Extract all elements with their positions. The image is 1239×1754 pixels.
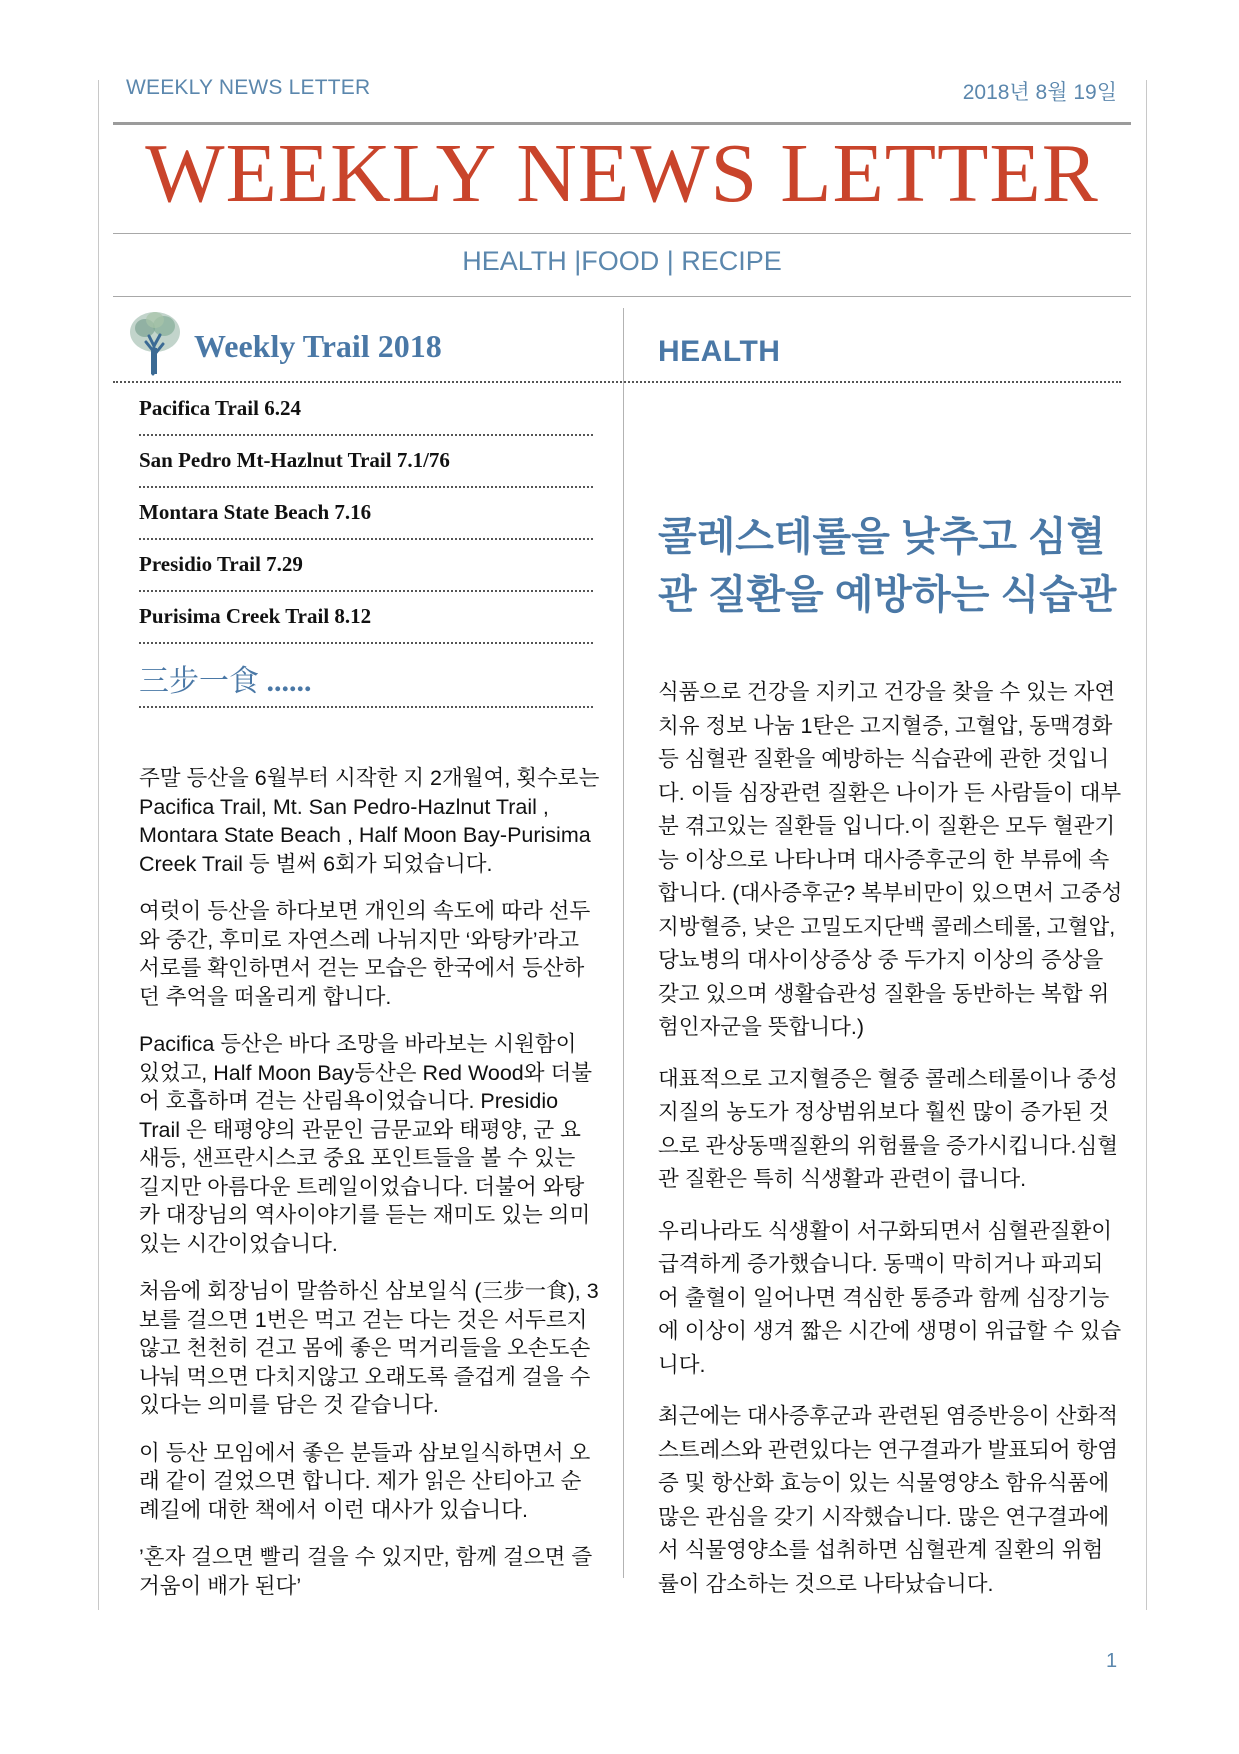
article-paragraph: 최근에는 대사증후군과 관련된 염증반응이 산화적 스트레스와 관련있다는 연구결과가 발표되어 항염증 및 항산화 효능이 있는 식물영양소 함유식품에 많은 관심을 갖기 시작했습니다. 많은 연구결과에서 식물영양소를 섭취하면 심혈관계 질환의 위험률이 감소하는 것으로 나타났습니다. bbox=[658, 1404, 1119, 1596]
motto-line bbox=[139, 644, 593, 708]
column-divider bbox=[623, 308, 624, 1578]
trail-item: Montara State Beach 7.16 bbox=[139, 488, 593, 540]
health-article-body bbox=[658, 676, 1123, 1601]
tree-icon bbox=[127, 308, 183, 376]
trail-item: Presidio Trail 7.29 bbox=[139, 540, 593, 592]
health-section-title: HEALTH bbox=[658, 335, 781, 368]
trail-list bbox=[139, 384, 593, 708]
article-paragraph: 식품으로 건강을 지키고 건강을 찾을 수 있는 자연 치유 정보 나눔 1탄은 고지혈증, 고혈압, 동맥경화 등 심혈관 질환을 예방하는 식습관에 관한 것입니다. 이들 심장관련 질환은 나이가 든 사람들이 대부분 겪고있는 질환들 입니다.이 질환은 모두 혈관기능 이상으로 나타나며 대사증후군의 한 부류에 속합니다. (대사증후군? 복부비만이 있으면서 고중성지방혈증, 낮은 고밀도지단백 콜레스테롤, 고혈압, 당뇨병의 대사이상증상 중 두가지 이상의 증상을 갖고 있으며 생활습관성 질환을 동반하는 복합 위험인자군을 뜻합니다.) bbox=[658, 680, 1123, 1039]
right-border-line bbox=[1146, 80, 1147, 1610]
masthead-bottom-rule bbox=[113, 233, 1131, 234]
issue-date: 2018년 8월 19일 bbox=[962, 81, 1117, 104]
weekly-trail-title: Weekly Trail 2018 bbox=[194, 328, 442, 364]
article-paragraph: 주말 등산을 6월부터 시작한 지 2개월여, 횟수로는 Pacifica Trail, Mt. San Pedro-Hazlnut Trail , Montara State Beach , Half Moon Bay-Purisima Creek Trail 등 벌써 6회가 되었습니다. bbox=[139, 766, 600, 876]
article-paragraph: 처음에 회장님이 말씀하신 삼보일식 (三步一食), 3보를 걸으면 1번은 먹고 걷는 다는 것은 서두르지않고 천천히 걷고 몸에 좋은 먹거리들을 오손도손 나눠 먹으면 다치지않고 오래도록 즐겁게 걸을 수 있다는 의미를 담은 것 같습니다. bbox=[139, 1279, 599, 1417]
article-paragraph: Pacifica 등산은 바다 조망을 바라보는 시원함이 있었고, Half Moon Bay등산은 Red Wood와 더불어 호흡하며 걷는 산림욕이었습니다. Presidio Trail 은 태평양의 관문인 금문교와 태평양, 군 요새등, 샌프란시스코 중요 포인트들을 볼 수 있는 길지만 아름다운 트레일이었습니다. 더불어 와탕카 대장님의 역사이야기를 듣는 재미도 있는 의미 있는 시간이었습니다. bbox=[139, 1032, 593, 1256]
page-number: 1 bbox=[1106, 1650, 1118, 1672]
section-dotted-rule bbox=[113, 381, 1121, 383]
left-border-line bbox=[98, 80, 99, 1610]
sections-nav: HEALTH |FOOD | RECIPE bbox=[462, 246, 782, 276]
health-headline: 콜레스테롤을 낮추고 심혈관 질환을 예방하는 식습관 bbox=[658, 515, 1117, 617]
masthead-title: WEEKLY NEWS LETTER bbox=[145, 127, 1099, 220]
article-paragraph: 여럿이 등산을 하다보면 개인의 속도에 따라 선두와 중간, 후미로 자연스레 나뉘지만 ‘와탕카’라고 서로를 확인하면서 걷는 모습은 한국에서 등산하던 추억을 떠올리게 합니다. bbox=[139, 899, 591, 1009]
trail-item: Pacifica Trail 6.24 bbox=[139, 384, 593, 436]
motto-text: 三步一食 bbox=[139, 665, 259, 698]
article-paragraph: 이 등산 모임에서 좋은 분들과 삼보일식하면서 오래 같이 걸었으면 합니다. 제가 읽은 산티아고 순례길에 대한 책에서 이런 대사가 있습니다. bbox=[139, 1440, 591, 1522]
article-quote: ’혼자 걸으면 빨리 걸을 수 있지만, 함께 걸으면 즐거움이 배가 된다’ bbox=[139, 1545, 593, 1598]
nav-bottom-rule bbox=[113, 296, 1131, 297]
article-paragraph: 대표적으로 고지혈증은 혈중 콜레스테롤이나 중성지질의 농도가 정상범위보다 훨씬 많이 증가된 것으로 관상동맥질환의 위험률을 증가시킵니다.심혈관 질환은 특히 식생활과 관련이 큽니다. bbox=[658, 1066, 1119, 1191]
article-paragraph: 우리나라도 식생활이 서구화되면서 심혈관질환이 급격하게 증가했습니다. 동맥이 막히거나 파괴되어 출혈이 일어나면 격심한 통증과 함께 심장기능에 이상이 생겨 짧은 시간에 생명이 위급할 수 있습니다. bbox=[658, 1218, 1122, 1377]
trail-item: San Pedro Mt-Hazlnut Trail 7.1/76 bbox=[139, 436, 593, 488]
trail-item: Purisima Creek Trail 8.12 bbox=[139, 592, 593, 644]
trail-article-body bbox=[139, 764, 601, 1600]
motto-suffix: ...... bbox=[266, 665, 312, 698]
running-title: WEEKLY NEWS LETTER bbox=[126, 76, 371, 99]
